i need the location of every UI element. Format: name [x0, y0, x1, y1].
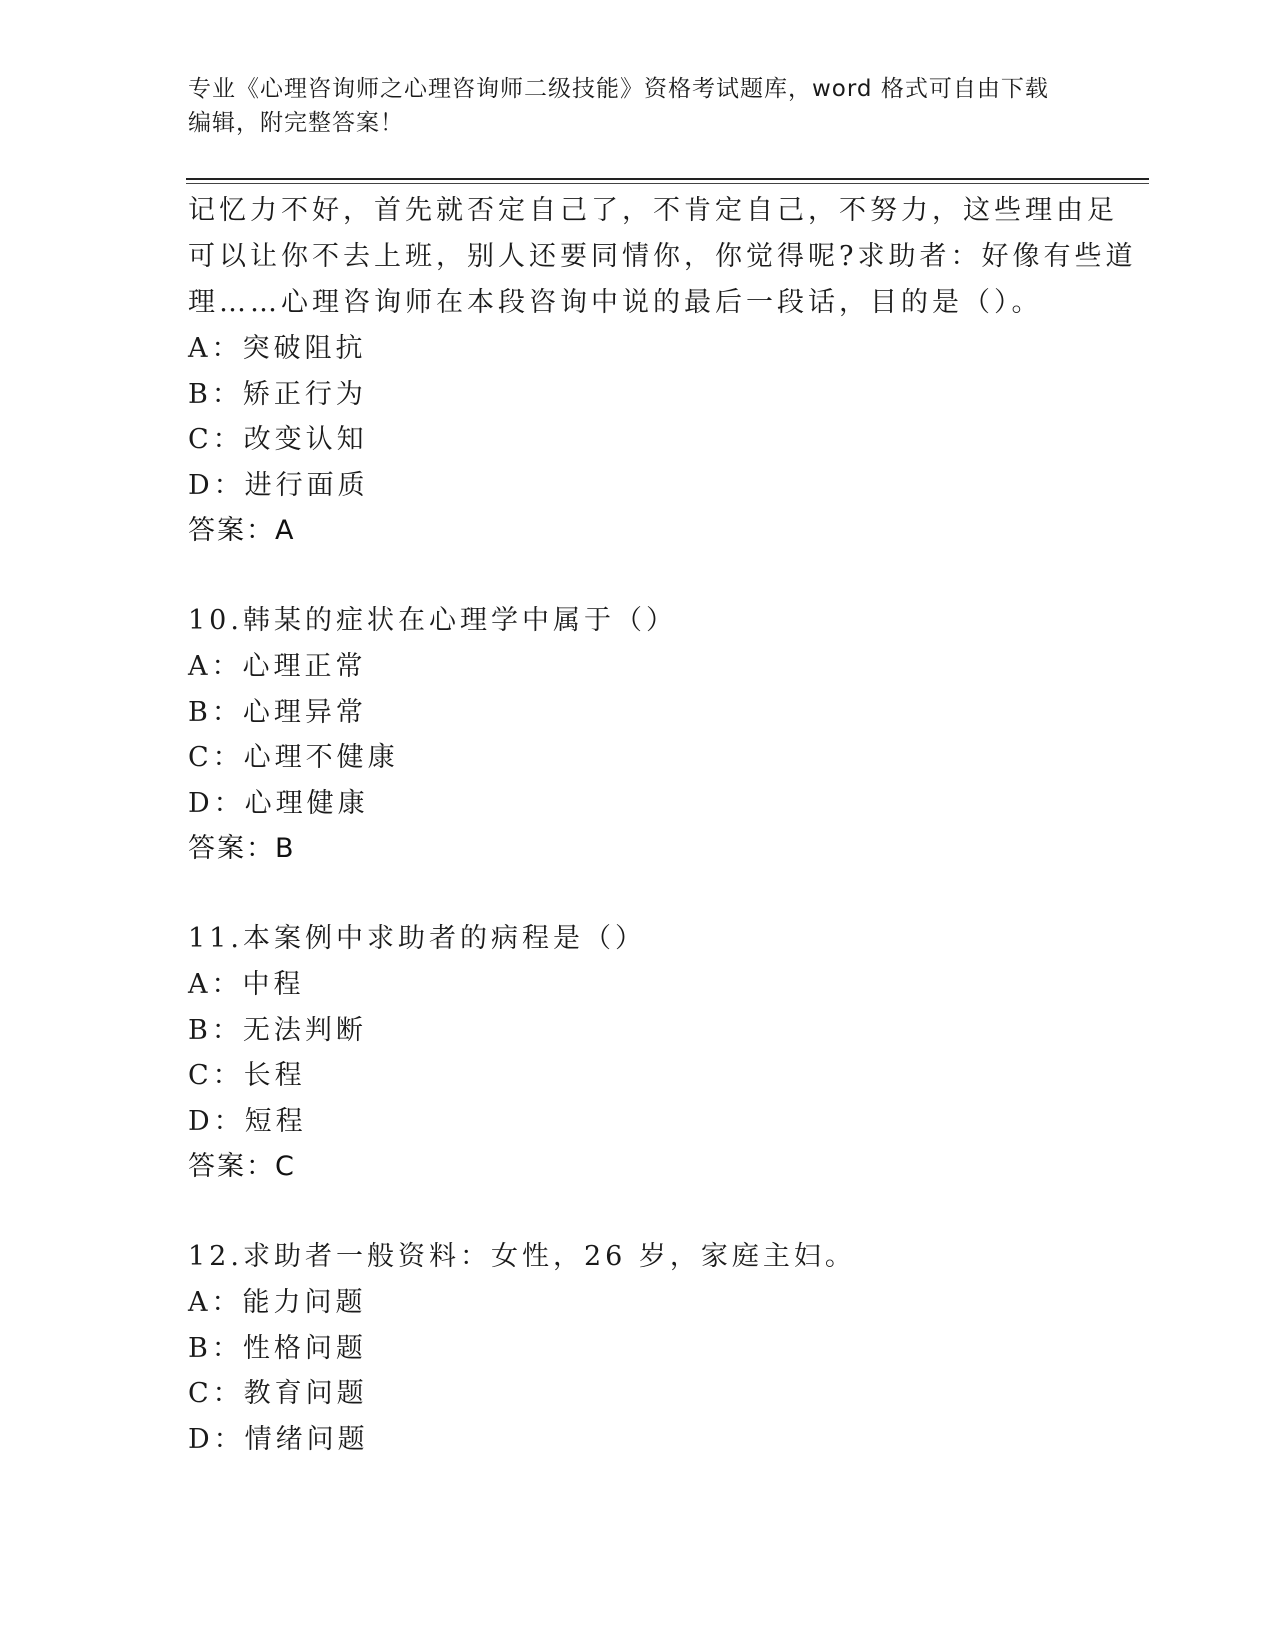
question-12 [188, 1234, 1148, 1462]
header-line-1: 专业《心理咨询师之心理咨询师二级技能》资格考试题库，word 格式可自由下载 [188, 76, 1049, 102]
answer-label: 答案：C [188, 1151, 296, 1182]
question-text-line: 可以让你不去上班，别人还要同情你，你觉得呢?求助者：好像有些道 [188, 241, 1137, 272]
option-b: B：矫正行为 [188, 378, 367, 410]
document-body [188, 188, 1148, 1462]
question-title: 12.求助者一般资料：女性，26 岁，家庭主妇。 [188, 1241, 856, 1272]
question-10 [188, 598, 1148, 872]
option-a: A：突破阻抗 [188, 333, 367, 364]
question-11 [188, 916, 1148, 1190]
option-a: A：心理正常 [188, 651, 367, 682]
option-c: C：教育问题 [188, 1378, 368, 1409]
option-c: C：长程 [188, 1060, 306, 1091]
option-c: C：改变认知 [188, 424, 368, 455]
option-d: D：情绪问题 [188, 1423, 369, 1455]
question-9-continued [188, 188, 1148, 554]
option-b: B：心理异常 [188, 696, 367, 728]
option-a: A：能力问题 [188, 1287, 367, 1318]
question-text-line: 理……心理咨询师在本段咨询中说的最后一段话，目的是（）。 [188, 287, 1043, 318]
header-divider [186, 178, 1149, 180]
question-title: 10.韩某的症状在心理学中属于（） [188, 605, 677, 636]
question-text-line: 记忆力不好，首先就否定自己了，不肯定自己，不努力，这些理由足 [188, 195, 1118, 226]
header-line-2: 编辑，附完整答案！ [188, 110, 404, 136]
question-title: 11.本案例中求助者的病程是（） [188, 923, 646, 954]
option-d: D：进行面质 [188, 469, 369, 501]
option-d: D：短程 [188, 1105, 307, 1137]
header-divider-thin [186, 183, 1149, 184]
answer-label: 答案：B [188, 833, 296, 864]
option-a: A：中程 [188, 969, 305, 1000]
option-c: C：心理不健康 [188, 742, 399, 773]
answer-label: 答案：A [188, 515, 296, 546]
option-b: B：无法判断 [188, 1014, 367, 1046]
document-header [188, 72, 1088, 140]
option-b: B：性格问题 [188, 1332, 367, 1364]
option-d: D：心理健康 [188, 787, 369, 819]
